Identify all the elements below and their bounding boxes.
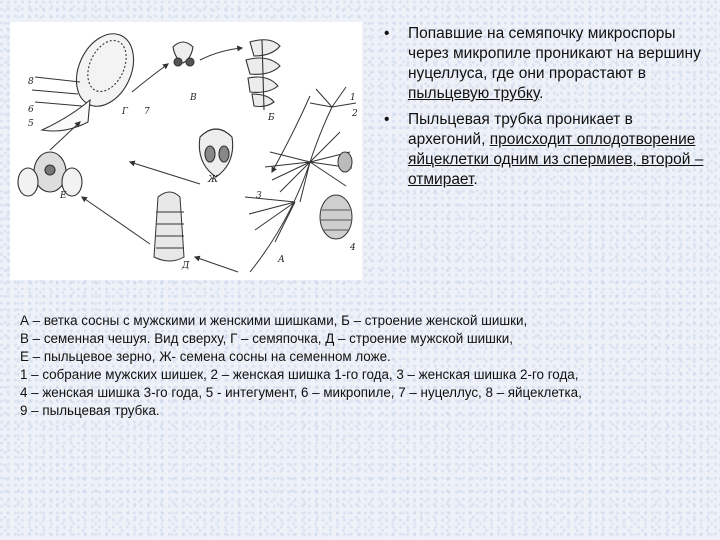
label-5: 5 (28, 119, 34, 129)
pine-life-cycle-diagram (10, 22, 362, 280)
pine-life-cycle-figure (10, 22, 362, 280)
female-cone-drawing (246, 40, 280, 110)
label-1: 1 (350, 93, 356, 103)
label-7: 7 (144, 107, 150, 117)
underlined-term: происходит оплодотворение яйцеклетки одним из спермиев, второй – отмирает (408, 131, 704, 188)
bullet-marker: • (384, 25, 390, 42)
bullet-text: . (473, 171, 478, 188)
label-seed-scale: В (190, 93, 197, 103)
male-cone-drawing (154, 192, 184, 261)
seed-scale-drawing (173, 42, 194, 66)
bullet-text: . (539, 85, 544, 102)
caption-line: Е – пыльцевое зерно, Ж- семена сосны на семенном ложе. (20, 349, 391, 364)
figure-caption (20, 312, 710, 420)
label-pine-branch: А (278, 255, 285, 265)
label-4: 4 (350, 243, 356, 253)
caption-line: 1 – собрание мужских шишек, 2 – женская шишка 1-го года, 3 – женская шишка 2-го года, (20, 367, 579, 382)
label-3: 3 (256, 191, 262, 201)
pine-branch-drawing (245, 87, 356, 272)
label-2: 2 (352, 109, 358, 119)
seeds-drawing (199, 129, 232, 177)
label-ovule: Г (122, 107, 128, 117)
label-seeds: Ж (208, 175, 219, 185)
bullet-text: Пыльцевая трубка проникает в архегоний, (408, 111, 633, 148)
label-6: 6 (28, 105, 34, 115)
caption-line: 4 – женская шишка 3-го года, 5 - интегумент, 6 – микропиле, 7 – нуцеллус, 8 – яйцеклетка, (20, 385, 582, 400)
caption-line: А – ветка сосны с мужскими и женскими шишками, Б – строение женской шишки, (20, 313, 528, 328)
label-pollen-grain: Е (60, 191, 67, 201)
underlined-term: пыльцевую трубку (408, 85, 540, 102)
label-male-cone: Д (182, 261, 190, 271)
bullet-text: Попавшие на семяпочку микроспоры через микропиле проникают на вершину нуцеллуса, где они прорастают в (408, 25, 701, 82)
bullet-item (380, 110, 710, 190)
bullet-item (380, 24, 710, 104)
caption-line: 9 – пыльцевая трубка. (20, 403, 160, 418)
bullet-marker: • (384, 111, 390, 128)
label-female-cone: Б (268, 113, 275, 123)
pollen-grain-drawing (18, 152, 82, 196)
caption-line: В – семенная чешуя. Вид сверху, Г – семяпочка, Д – строение мужской шишки, (20, 331, 513, 346)
label-8: 8 (28, 77, 34, 87)
bullet-list (380, 24, 710, 196)
